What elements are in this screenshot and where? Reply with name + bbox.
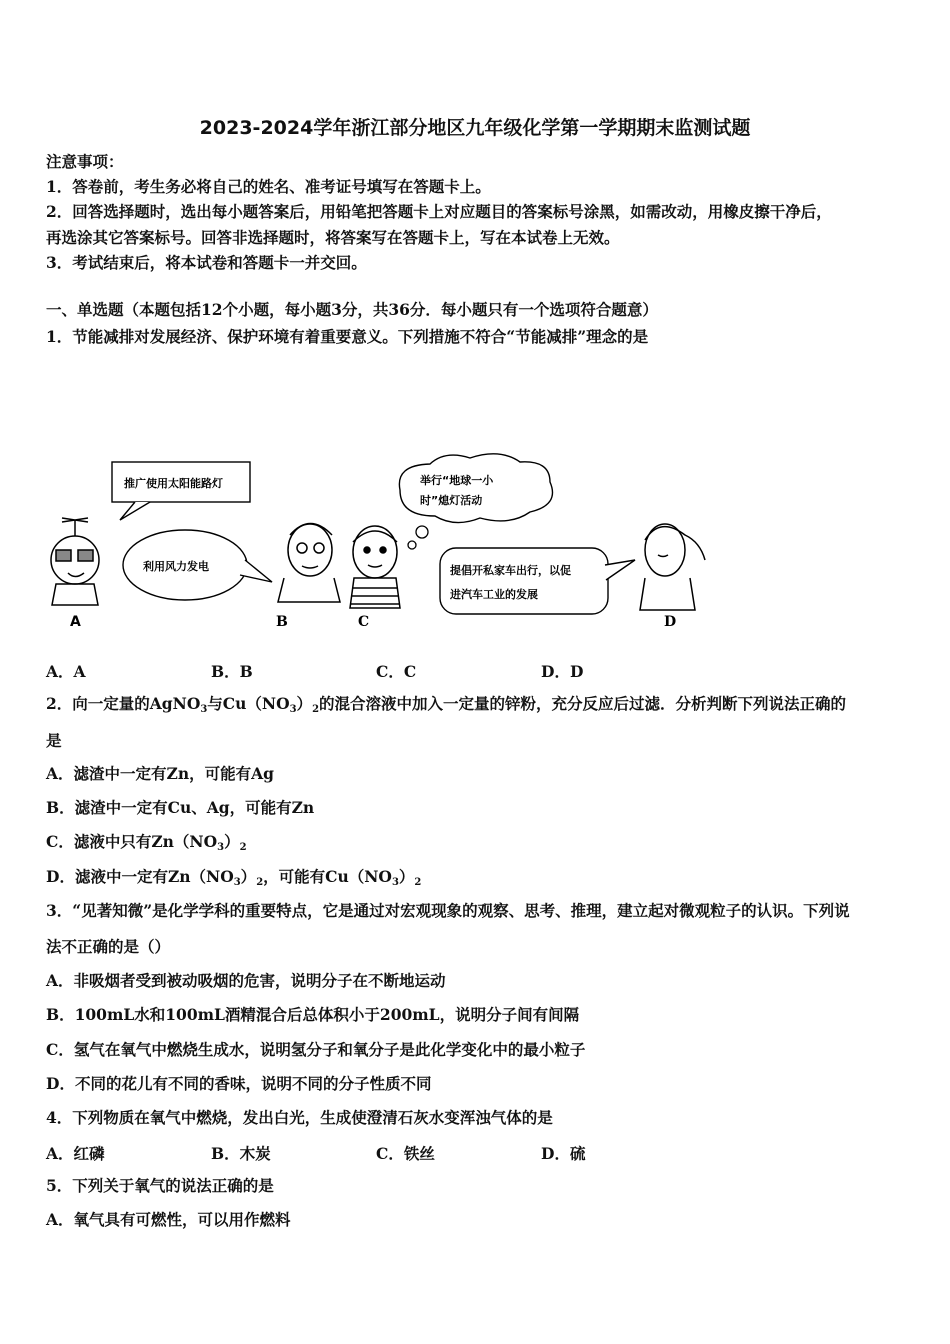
- bubble-c-text: 时”熄灯活动: [420, 494, 483, 507]
- q4-option-a: A．红磷: [46, 1144, 105, 1163]
- q3-option-c: C．氢气在氧气中燃烧生成水，说明氢分子和氧分子是此化学变化中的最小粒子: [46, 1040, 586, 1059]
- q1-option-d: D．D: [541, 662, 584, 681]
- q3-option-a: A．非吸烟者受到被动吸烟的危害，说明分子在不断地运动: [46, 971, 446, 990]
- q3-stem-line2: 法不正确的是（）: [46, 937, 171, 956]
- section-heading: 一、单选题（本题包括12个小题，每小题3分，共36分．每小题只有一个选项符合题意）: [46, 300, 658, 319]
- character-d-icon: [640, 524, 705, 610]
- q2-option-b: B．滤渣中一定有Cu、Ag，可能有Zn: [46, 798, 315, 817]
- bubble-a: [112, 462, 250, 520]
- q4-option-c: C．铁丝: [376, 1144, 435, 1163]
- bubble-b-text: 利用风力发电: [143, 560, 209, 573]
- q1-option-b: B．B: [211, 662, 253, 681]
- bubble-c: [399, 454, 552, 549]
- q2-option-c: C．滤液中只有$Zn(NO_3)_2$: [46, 832, 247, 853]
- q1-option-c: C．C: [376, 662, 417, 681]
- q2-option-d: D．滤液中一定有$Zn(NO_3)_2$，可能有$Cu(NO_3)_2$: [46, 867, 422, 888]
- figure-label-d: D: [664, 614, 677, 630]
- q3-stem: 3．“见著知微”是化学学科的重要特点，它是通过对宏观现象的观察、思考、推理，建立起对微观粒子的认识。下列说: [46, 901, 850, 920]
- character-c-icon: [350, 526, 400, 608]
- notice-heading: 注意事项：: [46, 152, 124, 171]
- character-b-icon: [278, 524, 340, 603]
- figure-label-c: C: [358, 614, 370, 630]
- q1-option-a: A．A: [46, 662, 86, 681]
- page-title: 2023-2024学年浙江部分地区九年级化学第一学期期末监测试题: [199, 117, 751, 139]
- bubble-b: [123, 530, 272, 600]
- bubble-a-text: 推广使用太阳能路灯: [124, 477, 223, 490]
- notice-item: 再选涂其它答案标号。回答非选择题时，将答案写在答题卡上，写在本试卷上无效。: [46, 228, 620, 247]
- q4-stem: 4．下列物质在氧气中燃烧，发出白光，生成使澄清石灰水变浑浊气体的是: [46, 1108, 553, 1127]
- q1-figure: [40, 450, 720, 635]
- notice-item: 2．回答选择题时，选出每小题答案后，用铅笔把答题卡上对应题目的答案标号涂黑，如需改动，用橡皮擦干净后，: [46, 202, 832, 221]
- character-a-icon: [51, 518, 99, 605]
- q4-option-b: B．木炭: [211, 1144, 271, 1163]
- bubble-d: [440, 548, 635, 614]
- figure-label-b: B: [276, 614, 288, 630]
- notice-item: 1．答卷前，考生务必将自己的姓名、准考证号填写在答题卡上。: [46, 177, 491, 196]
- q2-stem-line2: 是: [46, 731, 62, 750]
- figure-label-a: A: [70, 614, 81, 630]
- q2-option-a: A．滤渣中一定有Zn，可能有Ag: [46, 764, 274, 783]
- bubble-d-text: 进汽车工业的发展: [450, 588, 538, 601]
- bubble-d-text: 提倡开私家车出行，以促: [450, 564, 571, 577]
- q5-stem: 5．下列关于氧气的说法正确的是: [46, 1176, 274, 1195]
- bubble-c-text: 举行“地球一小: [420, 474, 494, 487]
- q3-option-d: D．不同的花儿有不同的香味，说明不同的分子性质不同: [46, 1074, 432, 1093]
- q3-option-b: B．100mL水和100mL酒精混合后总体积小于200mL，说明分子间有间隔: [46, 1005, 580, 1024]
- q5-option-a: A．氧气具有可燃性，可以用作燃料: [46, 1210, 291, 1229]
- notice-item: 3．考试结束后，将本试卷和答题卡一并交回。: [46, 253, 367, 272]
- q4-option-d: D．硫: [541, 1144, 586, 1163]
- q1-stem: 1．节能减排对发展经济、保护环境有着重要意义。下列措施不符合“节能减排”理念的是: [46, 327, 649, 346]
- q2-stem: 2．向一定量的AgNO$_3$与$Cu(NO_3)_2$的混合溶液中加入一定量的锌粉，充分反应后过滤．分析判断下列说法正确的: [46, 694, 847, 715]
